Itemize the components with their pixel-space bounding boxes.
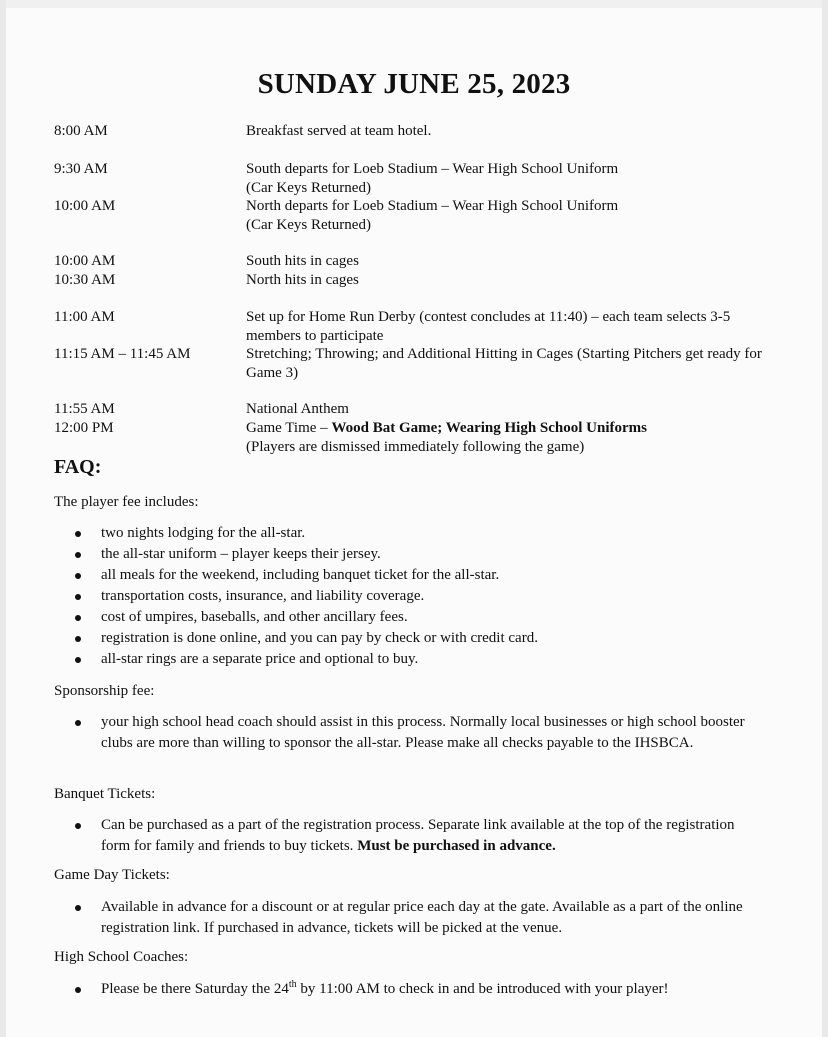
schedule-desc-note: (Car Keys Returned)	[246, 217, 371, 233]
bullet-icon	[75, 531, 81, 537]
bullet-icon	[75, 552, 81, 558]
sponsorship-label: Sponsorship fee:	[54, 683, 155, 699]
list-item-text: all meals for the weekend, including banquet ticket for the all-star.	[101, 567, 500, 583]
schedule-desc: South hits in cages	[246, 253, 359, 269]
page-top-edge	[0, 0, 828, 8]
schedule-desc-line: South departs for Loeb Stadium – Wear High School Uniform	[246, 161, 619, 177]
coaches-label: High School Coaches:	[54, 949, 189, 965]
page-left-edge	[0, 0, 6, 1037]
list-item-text: transportation costs, insurance, and liability coverage.	[101, 588, 425, 604]
list-item-text: Available in advance for a discount or at regular price each day at the gate. Available as a part of the online registration link. If purchased in advance, tickets will be picked at the venue.	[101, 899, 743, 936]
schedule-desc: Stretching; Throwing; and Additional Hitting in Cages (Starting Pitchers get ready for Game 3)	[246, 346, 762, 381]
schedule-time: 9:30 AM	[54, 161, 108, 177]
schedule-desc-line	[246, 419, 786, 438]
bullet-icon	[75, 573, 81, 579]
list-item-text	[101, 979, 761, 1000]
schedule-time: 10:30 AM	[54, 272, 116, 288]
list-item-text	[101, 815, 761, 857]
list-item-text: registration is done online, and you can pay by check or with credit card.	[101, 630, 538, 646]
bullet-icon	[75, 720, 81, 726]
bullet-icon	[75, 615, 81, 621]
schedule-desc-prefix: Game Time –	[246, 420, 332, 436]
schedule-desc-note: (Car Keys Returned)	[246, 180, 371, 196]
bullet-icon	[75, 657, 81, 663]
bullet-icon	[75, 987, 81, 993]
schedule-desc: North hits in cages	[246, 272, 359, 288]
bullet-icon	[75, 905, 81, 911]
game-day-label: Game Day Tickets:	[54, 867, 170, 883]
banquet-bold-text: Must be purchased in advance.	[357, 838, 556, 854]
list-item-text: all-star rings are a separate price and optional to buy.	[101, 651, 419, 667]
list-item-text: two nights lodging for the all-star.	[101, 525, 306, 541]
player-fee-label: The player fee includes:	[54, 494, 199, 510]
list-item-text: cost of umpires, baseballs, and other ancillary fees.	[101, 609, 408, 625]
schedule-desc	[246, 419, 786, 457]
coaches-text-sup: th	[288, 979, 297, 990]
page-title: SUNDAY JUNE 25, 2023	[257, 68, 571, 100]
schedule-time: 10:00 AM	[54, 253, 116, 269]
schedule-desc	[246, 160, 786, 198]
list-item-text: the all-star uniform – player keeps their jersey.	[101, 546, 381, 562]
schedule-desc: National Anthem	[246, 401, 349, 417]
schedule-time: 11:55 AM	[54, 401, 115, 417]
schedule-desc: Set up for Home Run Derby (contest concludes at 11:40) – each team selects 3-5 members to participate	[246, 309, 731, 344]
bullet-icon	[75, 594, 81, 600]
schedule-desc-note: (Players are dismissed immediately following the game)	[246, 439, 585, 455]
page-right-edge	[822, 0, 828, 1037]
banquet-label: Banquet Tickets:	[54, 786, 156, 802]
bullet-icon	[75, 823, 81, 829]
banquet-text: Can be purchased as a part of the registration process. Separate link available at the top of the registration form for family and friends to buy tickets.	[101, 817, 735, 854]
schedule-time: 11:15 AM – 11:45 AM	[54, 346, 191, 362]
schedule-time: 8:00 AM	[54, 123, 108, 139]
schedule-desc-bold: Wood Bat Game; Wearing High School Uniforms	[331, 420, 648, 436]
schedule-time: 10:00 AM	[54, 198, 116, 214]
list-item-text: your high school head coach should assist in this process. Normally local businesses or high school booster clubs are more than willing to sponsor the all-star. Please make all checks payable to the IHSBCA.	[101, 714, 745, 751]
coaches-text-prefix: Please be there Saturday the 24	[101, 981, 289, 997]
bullet-icon	[75, 636, 81, 642]
schedule-desc: Breakfast served at team hotel.	[246, 123, 432, 139]
faq-heading: FAQ:	[54, 456, 102, 478]
schedule-desc	[246, 197, 786, 235]
schedule-desc-line: North departs for Loeb Stadium – Wear High School Uniform	[246, 198, 619, 214]
schedule-time: 12:00 PM	[54, 420, 114, 436]
coaches-text-suffix: by 11:00 AM to check in and be introduced with your player!	[296, 981, 669, 997]
schedule-time: 11:00 AM	[54, 309, 115, 325]
